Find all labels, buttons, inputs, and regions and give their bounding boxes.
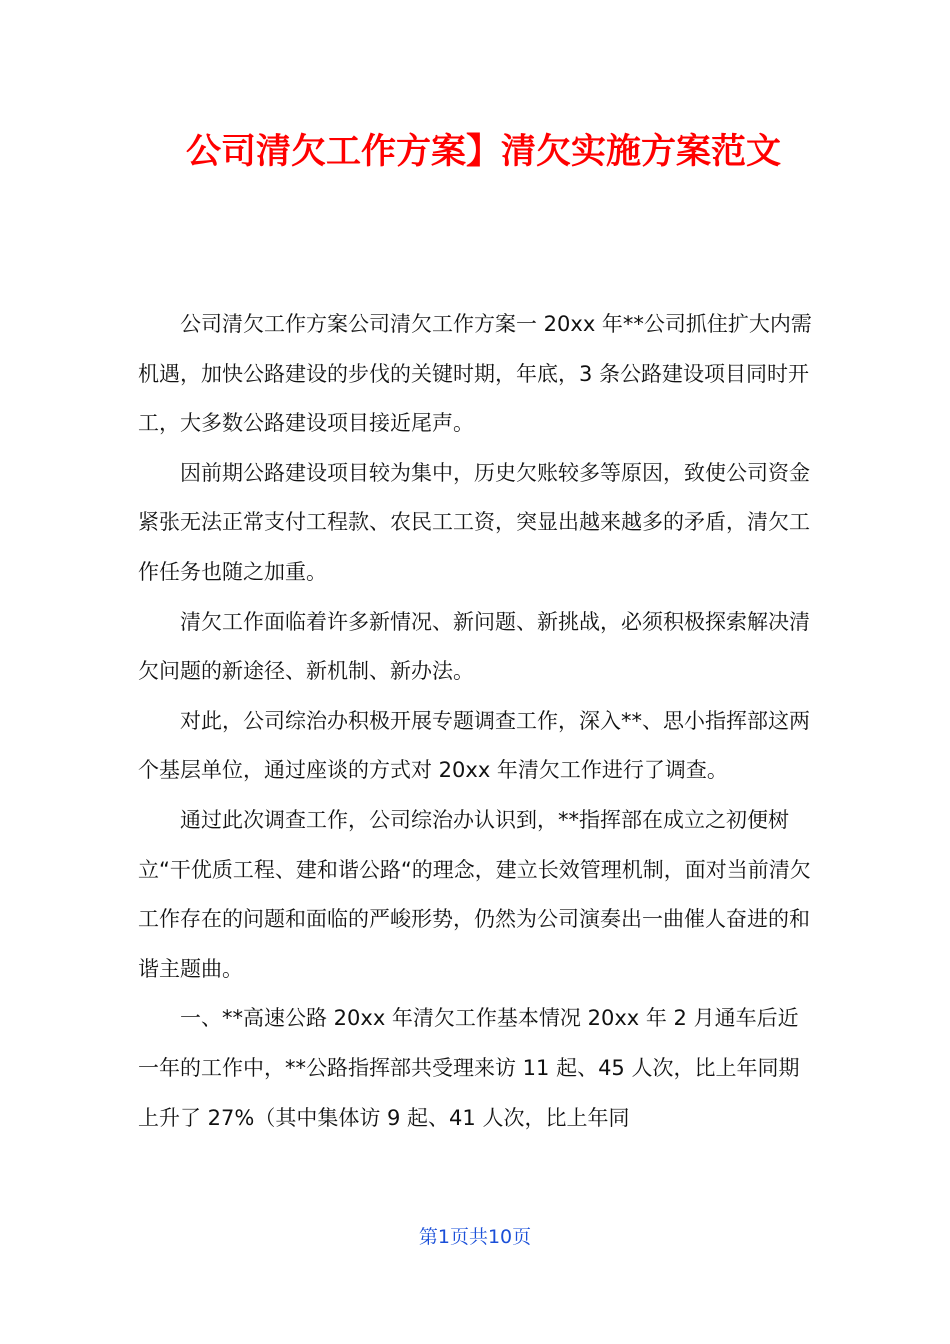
document-body	[138, 300, 818, 1143]
footer-current-page: 1	[437, 1226, 450, 1248]
footer-total-pages: 10	[487, 1226, 513, 1248]
page-footer	[0, 1225, 950, 1249]
page-title: 公司清欠工作方案】清欠实施方案范文	[186, 132, 782, 172]
footer-suffix: 页	[512, 1226, 532, 1248]
paragraph-5: 通过此次调查工作，公司综治办认识到，**指挥部在成立之初便树立“干优质工程、建和谐公路“的理念，建立长效管理机制，面对当前清欠工作存在的问题和面临的严峻形势，仍然为公司演奏出一曲催人奋进的和谐主题曲。	[138, 807, 811, 981]
paragraph-3: 清欠工作面临着许多新情况、新问题、新挑战，必须积极探索解决清欠问题的新途径、新机制、新办法。	[138, 609, 810, 684]
paragraph-1: 公司清欠工作方案公司清欠工作方案一 20xx 年**公司抓住扩大内需机遇，加快公路建设的步伐的关键时期，年底，3 条公路建设项目同时开工，大多数公路建设项目接近尾声。	[138, 312, 812, 436]
footer-prefix: 第	[418, 1226, 438, 1248]
paragraph-4: 对此，公司综治办积极开展专题调查工作，深入**、思小指挥部这两个基层单位，通过座谈的方式对 20xx 年清欠工作进行了调查。	[138, 708, 810, 783]
footer-middle: 页共	[449, 1226, 488, 1248]
paragraph-2: 因前期公路建设项目较为集中，历史欠账较多等原因，致使公司资金紧张无法正常支付工程款、农民工工资，突显出越来越多的矛盾，清欠工作任务也随之加重。	[138, 460, 810, 584]
paragraph-6: 一、**高速公路 20xx 年清欠工作基本情况 20xx 年 2 月通车后近一年的工作中，**公路指挥部共受理来访 11 起、45 人次，比上年同期上升了 27%（其中集体访 9 起、41 人次，比上年同	[138, 1006, 800, 1130]
